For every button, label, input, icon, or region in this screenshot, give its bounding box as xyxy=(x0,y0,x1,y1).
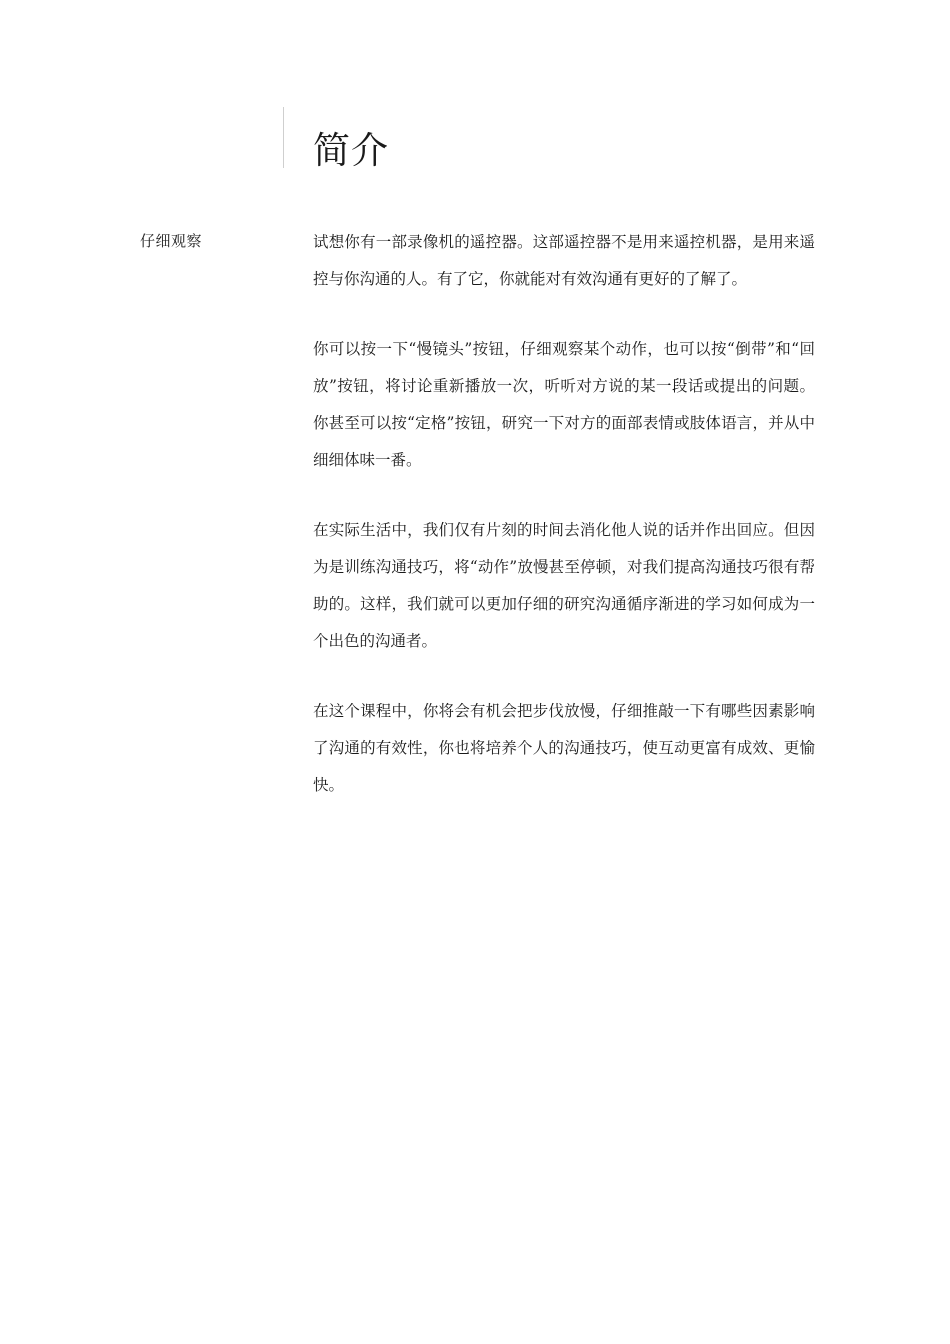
paragraph-1: 试想你有一部录像机的遥控器。这部遥控器不是用来遥控机器，是用来遥控与你沟通的人。有了它，你就能对有效沟通有更好的了解了。 xyxy=(313,233,815,288)
paragraph-4: 在这个课程中，你将会有机会把步伐放慢，仔细推敲一下有哪些因素影响了沟通的有效性，你也将培养个人的沟通技巧，使互动更富有成效、更愉快。 xyxy=(313,702,815,794)
paragraph-2: 你可以按一下“慢镜头”按钮，仔细观察某个动作，也可以按“倒带”和“回放”按钮，将讨论重新播放一次，听听对方说的某一段话或提出的问题。你甚至可以按“定格”按钮，研究一下对方的面部表情或肢体语言，并从中细细体味一番。 xyxy=(313,340,815,469)
section-side-label: 仔细观察 xyxy=(140,232,203,250)
paragraph-3: 在实际生活中，我们仅有片刻的时间去消化他人说的话并作出回应。但因为是训练沟通技巧，将“动作”放慢甚至停顿，对我们提高沟通技巧很有帮助的。这样，我们就可以更加仔细的研究沟通循序渐进的学习如何成为一个出色的沟通者。 xyxy=(313,521,815,650)
title-divider xyxy=(283,107,284,168)
page-title: 简介 xyxy=(313,129,389,172)
body-text xyxy=(313,224,815,837)
